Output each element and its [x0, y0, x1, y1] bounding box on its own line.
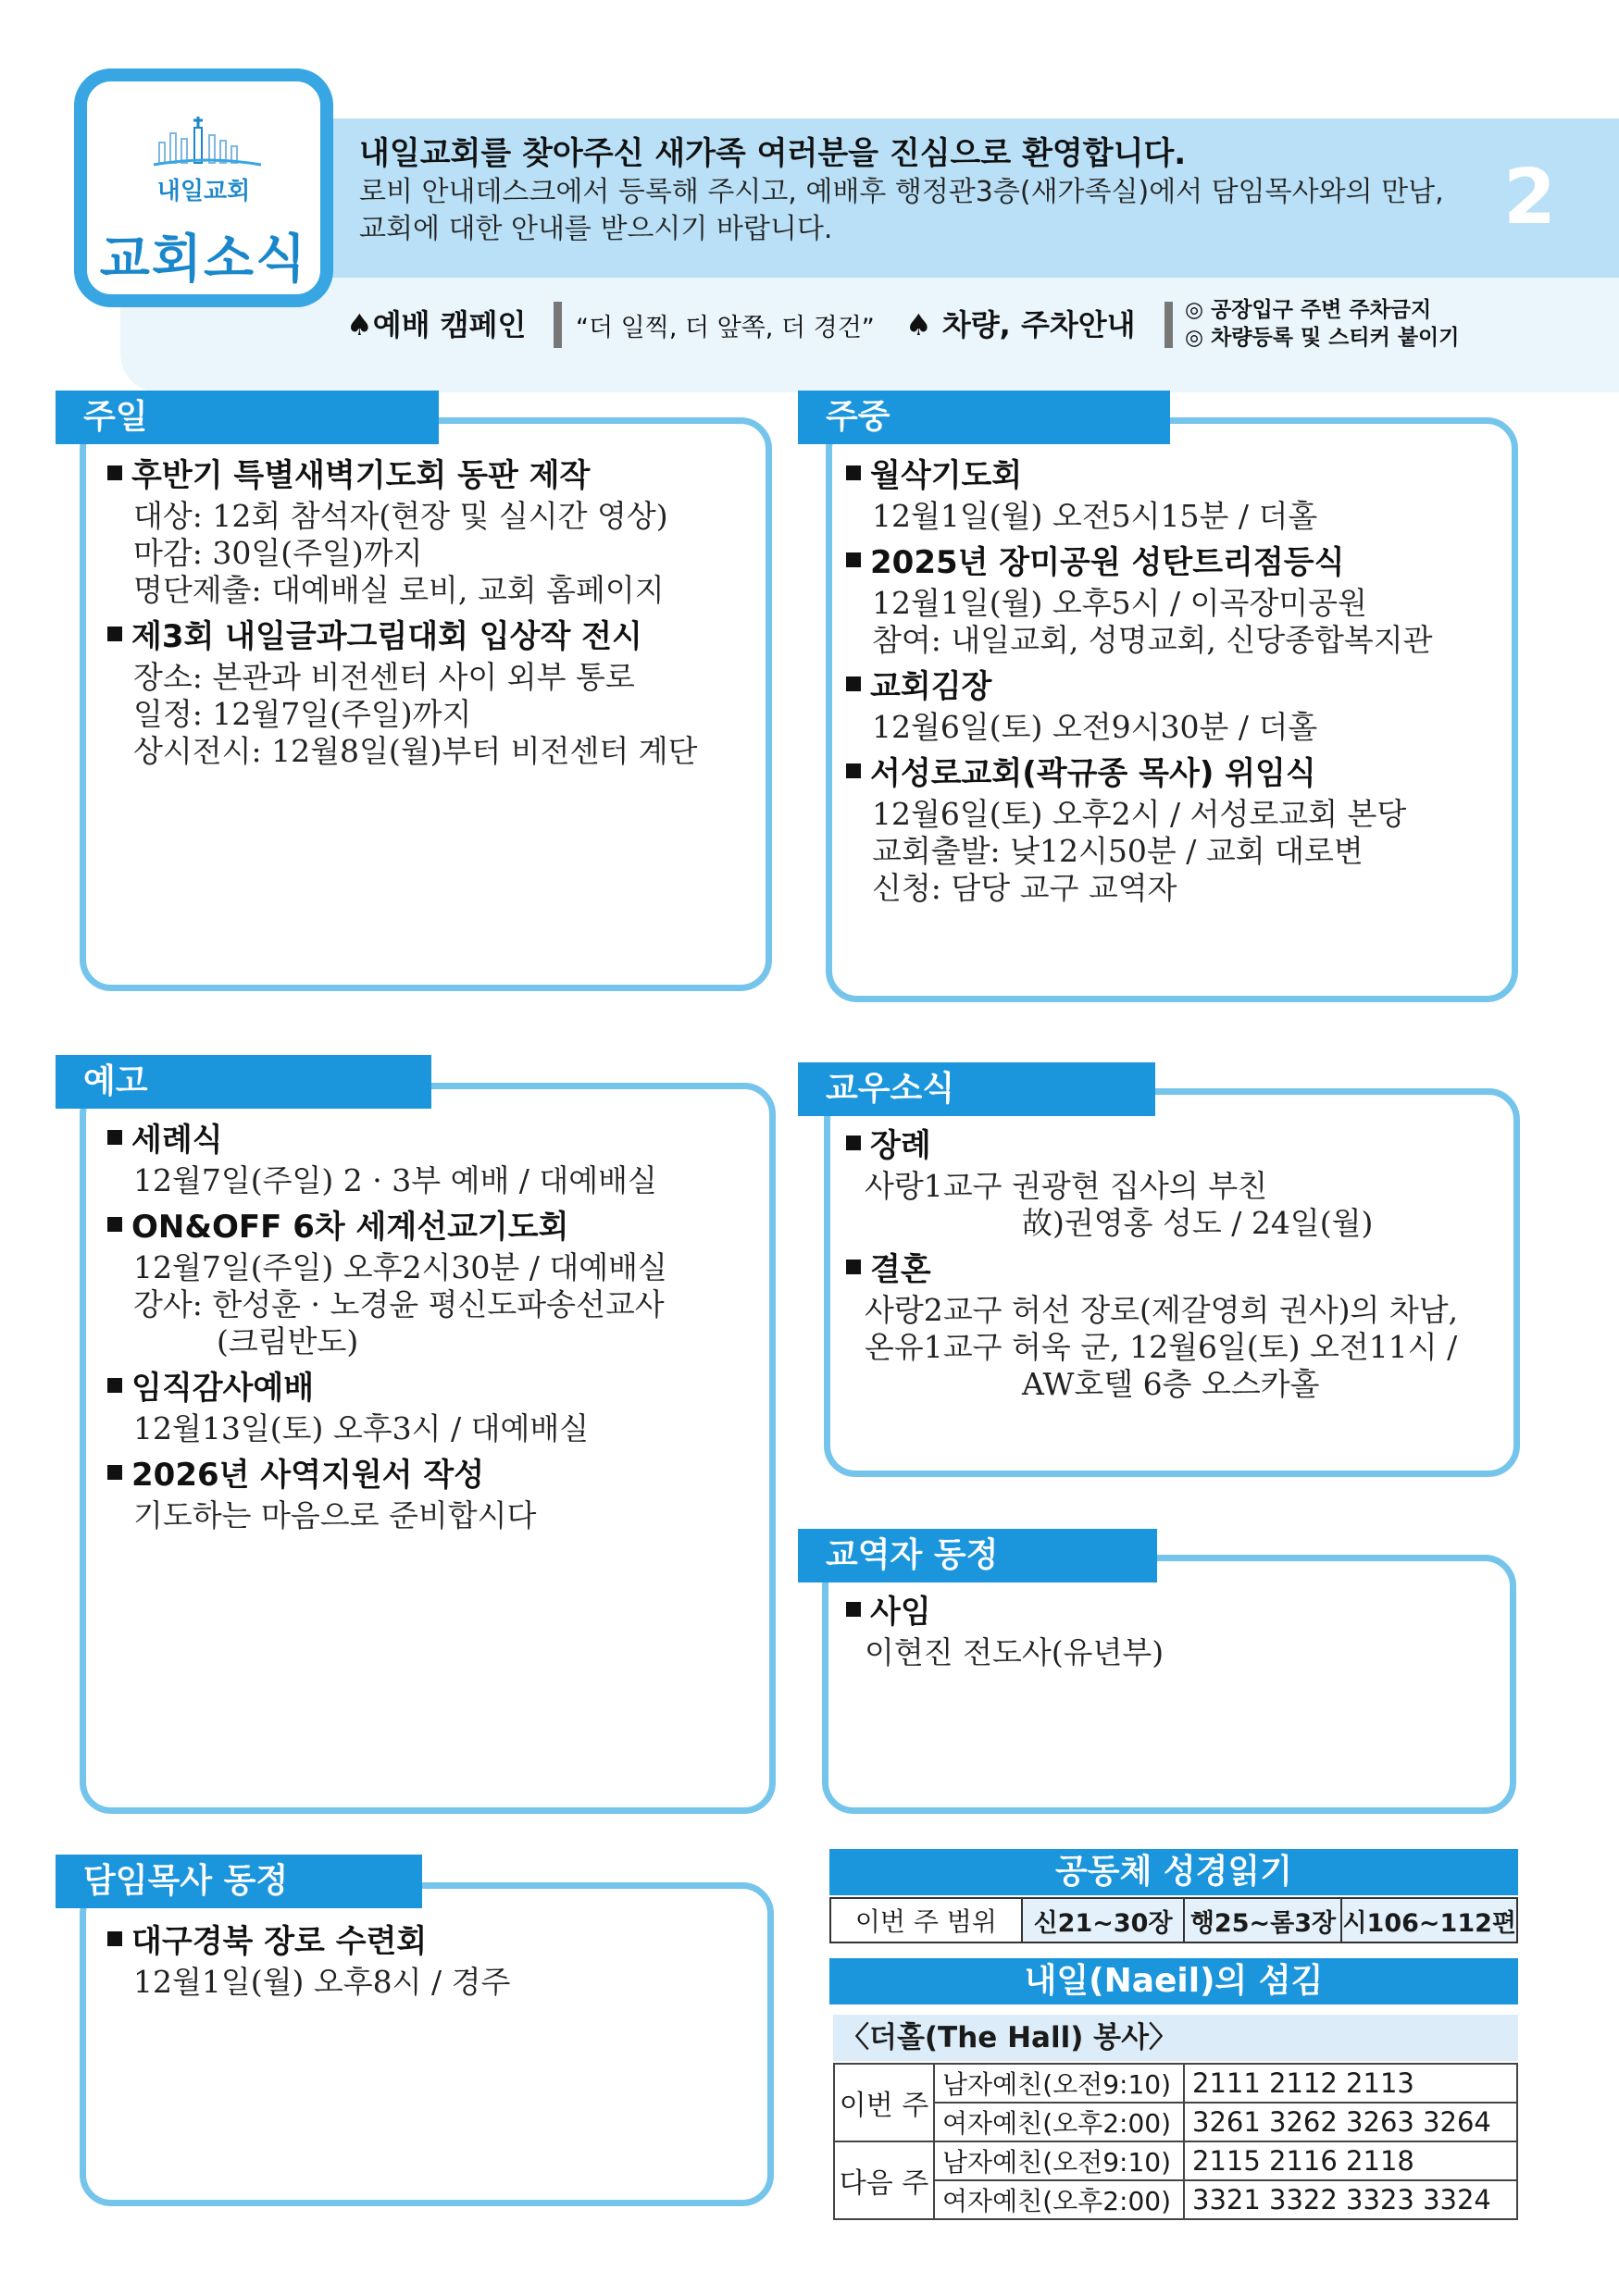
page-number: 2	[1503, 154, 1557, 242]
numbers-cell: 3261 3262 3263 3264	[1184, 2103, 1517, 2141]
pastor-tab: 담임목사 동정	[56, 1855, 422, 1908]
item-line: AW호텔 6층 오스카홀	[1022, 1366, 1320, 1402]
item-title: 결혼	[846, 1247, 1458, 1292]
item-line: 사랑1교구 권광현 집사의 부친	[865, 1168, 1268, 1204]
section-title: 교회소식	[99, 230, 308, 290]
item-line: 12월1일(월) 오후5시 / 이곡장미공원	[872, 585, 1367, 621]
item-line: 사랑2교구 허선 장로(제갈영희 권사)의 차남,	[865, 1292, 1459, 1328]
item-line: 12월6일(토) 오후2시 / 서성로교회 본당	[872, 796, 1407, 832]
item-title: 서성로교회(곽규종 목사) 위임식	[846, 751, 1433, 796]
item-title: 제3회 내일글과그림대회 입상작 전시	[107, 614, 698, 659]
parking-label: ♠ 차량, 주차안내	[905, 307, 1136, 342]
hall-service-table	[833, 2063, 1518, 2220]
group-cell: 남자예친(오전9:10)	[934, 2141, 1184, 2180]
bullet-square-icon	[107, 1465, 122, 1480]
item-line: (크림반도)	[217, 1323, 359, 1359]
welcome-line-2: 교회에 대한 안내를 받으시기 바랍니다.	[359, 213, 833, 245]
church-logo-box	[74, 68, 333, 307]
staff-tab: 교역자 동정	[798, 1529, 1157, 1582]
item-line: 12월6일(토) 오전9시30분 / 더홀	[872, 709, 1318, 745]
bullet-square-icon	[107, 1378, 122, 1393]
table-row	[834, 2064, 1517, 2103]
bullet-square-icon	[846, 763, 861, 778]
logo-text: 내일교회	[156, 178, 251, 205]
item-line: 12월13일(토) 오후3시 / 대예배실	[133, 1410, 590, 1446]
item-title: 사임	[846, 1590, 1164, 1634]
welcome-line-1: 로비 안내데스크에서 등록해 주시고, 예배후 행정관3층(새가족실)에서 담임목사와의 만남,	[359, 176, 1444, 208]
notice-tab: 예고	[56, 1055, 431, 1109]
bullet-square-icon	[107, 1217, 122, 1232]
bullet-square-icon	[846, 1602, 861, 1617]
bullet-square-icon	[846, 1136, 861, 1150]
numbers-cell: 2111 2112 2113	[1184, 2064, 1517, 2103]
service-title: 내일(Naeil)의 섬김	[829, 1958, 1518, 2004]
divider-bar	[554, 302, 562, 348]
table-row	[834, 2103, 1517, 2141]
week-label: 다음 주	[834, 2141, 934, 2219]
item-line: 마감: 30일(주일)까지	[133, 535, 423, 571]
bible-reading-title: 공동체 성경읽기	[829, 1849, 1518, 1895]
pastor-content	[107, 1919, 510, 2001]
table-row	[834, 2141, 1517, 2180]
bible-reading-table	[829, 1897, 1518, 1943]
item-line: 강사: 한성훈 · 노경윤 평신도파송선교사	[133, 1286, 665, 1322]
item-title: 2026년 사역지원서 작성	[107, 1453, 667, 1497]
item-line: 대상: 12회 참석자(현장 및 실시간 영상)	[133, 498, 668, 534]
item-line: 교회출발: 낮12시50분 / 교회 대로변	[872, 833, 1364, 869]
numbers-cell: 2115 2116 2118	[1184, 2141, 1517, 2180]
item-line: 12월1일(월) 오전5시15분 / 더홀	[872, 498, 1318, 534]
range-label: 이번 주 범위	[830, 1898, 1022, 1942]
bullet-square-icon	[107, 627, 122, 641]
sunday-tab: 주일	[56, 391, 439, 444]
range-cell: 신21~30장	[1022, 1898, 1185, 1942]
item-line: 온유1교구 허욱 군, 12월6일(토) 오전11시 /	[865, 1329, 1458, 1365]
campaign-quote: “더 일찍, 더 앞쪽, 더 경건”	[576, 314, 875, 342]
group-cell: 여자예친(오후2:00)	[934, 2103, 1184, 2141]
table-row	[830, 1898, 1517, 1942]
bullet-square-icon	[107, 1931, 122, 1946]
item-title: 교회김장	[846, 664, 1433, 709]
numbers-cell: 3321 3322 3323 3324	[1184, 2180, 1517, 2219]
item-line: 故)권영홍 성도 / 24일(월)	[1022, 1205, 1374, 1241]
weekday-tab: 주중	[798, 391, 1170, 444]
item-line: 12월1일(월) 오후8시 / 경주	[133, 1964, 511, 2000]
item-line: 기도하는 마음으로 준비합시다	[133, 1497, 537, 1533]
range-cell: 행25~롬3장	[1184, 1898, 1341, 1942]
church-skyline-icon	[152, 115, 263, 170]
parking-notes	[1185, 296, 1460, 352]
staff-content	[846, 1590, 1164, 1671]
item-line: 이현진 전도사(유년부)	[865, 1634, 1164, 1670]
members-content	[846, 1123, 1458, 1403]
parking-note: ◎ 차량등록 및 스티커 붙이기	[1185, 326, 1460, 350]
bullet-square-icon	[107, 465, 122, 480]
bullet-square-icon	[846, 465, 861, 480]
bullet-square-icon	[846, 676, 861, 691]
item-title: 월삭기도회	[846, 453, 1433, 498]
notice-content	[107, 1118, 667, 1534]
item-line: 12월7일(주일) 오후2시30분 / 대예배실	[133, 1249, 667, 1285]
item-title: ON&OFF 6차 세계선교기도회	[107, 1205, 667, 1249]
divider-bar	[1164, 302, 1173, 348]
hall-subtitle: 〈더홀(The Hall) 봉사〉	[833, 2015, 1518, 2061]
item-line: 상시전시: 12월8일(월)부터 비전센터 계단	[133, 733, 698, 769]
range-cell: 시106~112편	[1341, 1898, 1517, 1942]
bullet-square-icon	[107, 1130, 122, 1145]
item-title: 대구경북 장로 수련회	[107, 1919, 510, 1964]
item-line: 12월7일(주일) 2 · 3부 예배 / 대예배실	[133, 1162, 657, 1198]
item-line: 신청: 담당 교구 교역자	[872, 870, 1177, 906]
item-title: 장례	[846, 1123, 1458, 1168]
bullet-square-icon	[846, 552, 861, 567]
item-title: 2025년 장미공원 성탄트리점등식	[846, 540, 1433, 585]
sunday-content	[107, 453, 698, 770]
bullet-square-icon	[846, 1260, 861, 1274]
item-line: 장소: 본관과 비전센터 사이 외부 통로	[133, 659, 635, 695]
welcome-title: 내일교회를 찾아주신 새가족 여러분을 진심으로 환영합니다.	[359, 135, 1187, 172]
item-title: 세례식	[107, 1118, 667, 1162]
item-line: 명단제출: 대예배실 로비, 교회 홈페이지	[133, 572, 665, 608]
week-label: 이번 주	[834, 2064, 934, 2141]
welcome-message	[359, 133, 1516, 248]
item-line: 참여: 내일교회, 성명교회, 신당종합복지관	[872, 622, 1433, 658]
members-tab: 교우소식	[798, 1062, 1155, 1116]
campaign-label: ♠예배 캠페인	[346, 307, 527, 342]
group-cell: 여자예친(오후2:00)	[934, 2180, 1184, 2219]
table-row	[834, 2180, 1517, 2219]
group-cell: 남자예친(오전9:10)	[934, 2064, 1184, 2103]
item-title: 후반기 특별새벽기도회 동판 제작	[107, 453, 698, 498]
item-line: 일정: 12월7일(주일)까지	[133, 696, 472, 732]
parking-note: ◎ 공장입구 주변 주차금지	[1185, 298, 1432, 322]
weekday-content	[846, 453, 1433, 907]
item-title: 임직감사예배	[107, 1366, 667, 1410]
